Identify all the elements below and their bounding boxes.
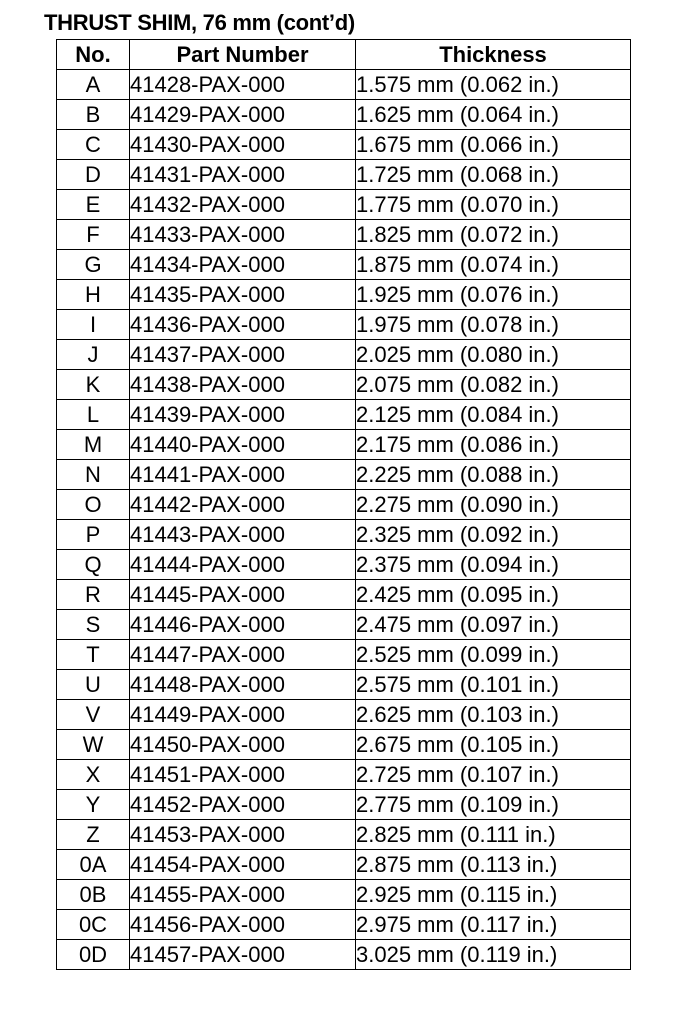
part-number-cell: 41439-PAX-000 (130, 400, 356, 430)
table-row (57, 280, 631, 310)
part-number-cell: 41445-PAX-000 (130, 580, 356, 610)
thickness-cell: 2.875 mm (0.113 in.) (356, 850, 631, 880)
row-no-cell: W (57, 730, 130, 760)
thickness-cell: 2.925 mm (0.115 in.) (356, 880, 631, 910)
thickness-cell: 2.825 mm (0.111 in.) (356, 820, 631, 850)
part-number-cell: 41455-PAX-000 (130, 880, 356, 910)
thickness-cell: 2.775 mm (0.109 in.) (356, 790, 631, 820)
row-no-cell: F (57, 220, 130, 250)
table-row (57, 160, 631, 190)
part-number-cell: 41441-PAX-000 (130, 460, 356, 490)
part-number-cell: 41446-PAX-000 (130, 610, 356, 640)
row-no-cell: B (57, 100, 130, 130)
table-row (57, 400, 631, 430)
part-number-cell: 41451-PAX-000 (130, 760, 356, 790)
row-no-cell: E (57, 190, 130, 220)
table-row (57, 820, 631, 850)
row-no-cell: 0D (57, 940, 130, 970)
thickness-cell: 2.575 mm (0.101 in.) (356, 670, 631, 700)
thickness-cell: 2.125 mm (0.084 in.) (356, 400, 631, 430)
row-no-cell: A (57, 70, 130, 100)
table-row (57, 910, 631, 940)
table-row (57, 250, 631, 280)
thickness-cell: 1.925 mm (0.076 in.) (356, 280, 631, 310)
table-row (57, 100, 631, 130)
table-row (57, 370, 631, 400)
part-number-cell: 41429-PAX-000 (130, 100, 356, 130)
table-row (57, 760, 631, 790)
table-row (57, 220, 631, 250)
thickness-cell: 2.175 mm (0.086 in.) (356, 430, 631, 460)
row-no-cell: Z (57, 820, 130, 850)
part-number-cell: 41432-PAX-000 (130, 190, 356, 220)
thickness-cell: 1.675 mm (0.066 in.) (356, 130, 631, 160)
part-number-cell: 41430-PAX-000 (130, 130, 356, 160)
table-row (57, 730, 631, 760)
part-number-cell: 41440-PAX-000 (130, 430, 356, 460)
thickness-cell: 2.675 mm (0.105 in.) (356, 730, 631, 760)
thickness-cell: 2.625 mm (0.103 in.) (356, 700, 631, 730)
part-number-cell: 41457-PAX-000 (130, 940, 356, 970)
thickness-cell: 2.525 mm (0.099 in.) (356, 640, 631, 670)
column-header-part-number: Part Number (130, 40, 356, 70)
row-no-cell: 0C (57, 910, 130, 940)
thickness-cell: 2.225 mm (0.088 in.) (356, 460, 631, 490)
part-number-cell: 41434-PAX-000 (130, 250, 356, 280)
table-row (57, 610, 631, 640)
thickness-cell: 2.375 mm (0.094 in.) (356, 550, 631, 580)
table-row (57, 310, 631, 340)
thickness-cell: 2.475 mm (0.097 in.) (356, 610, 631, 640)
row-no-cell: V (57, 700, 130, 730)
table-row (57, 190, 631, 220)
row-no-cell: R (57, 580, 130, 610)
part-number-cell: 41438-PAX-000 (130, 370, 356, 400)
table-row (57, 520, 631, 550)
row-no-cell: X (57, 760, 130, 790)
table-row (57, 790, 631, 820)
thickness-cell: 1.725 mm (0.068 in.) (356, 160, 631, 190)
table-row (57, 700, 631, 730)
part-number-cell: 41450-PAX-000 (130, 730, 356, 760)
thickness-cell: 2.975 mm (0.117 in.) (356, 910, 631, 940)
row-no-cell: U (57, 670, 130, 700)
table-row (57, 340, 631, 370)
thickness-cell: 2.425 mm (0.095 in.) (356, 580, 631, 610)
thickness-cell: 1.825 mm (0.072 in.) (356, 220, 631, 250)
table-row (57, 880, 631, 910)
row-no-cell: C (57, 130, 130, 160)
part-number-cell: 41454-PAX-000 (130, 850, 356, 880)
part-number-cell: 41428-PAX-000 (130, 70, 356, 100)
thickness-cell: 2.275 mm (0.090 in.) (356, 490, 631, 520)
part-number-cell: 41452-PAX-000 (130, 790, 356, 820)
part-number-cell: 41436-PAX-000 (130, 310, 356, 340)
part-number-cell: 41449-PAX-000 (130, 700, 356, 730)
table-row (57, 670, 631, 700)
table-row (57, 70, 631, 100)
thickness-cell: 1.875 mm (0.074 in.) (356, 250, 631, 280)
row-no-cell: M (57, 430, 130, 460)
part-number-cell: 41433-PAX-000 (130, 220, 356, 250)
row-no-cell: K (57, 370, 130, 400)
table-row (57, 940, 631, 970)
row-no-cell: O (57, 490, 130, 520)
part-number-cell: 41444-PAX-000 (130, 550, 356, 580)
thickness-cell: 1.975 mm (0.078 in.) (356, 310, 631, 340)
table-row (57, 580, 631, 610)
table-body (57, 70, 631, 970)
table-header-row (57, 40, 631, 70)
column-header-no: No. (57, 40, 130, 70)
row-no-cell: H (57, 280, 130, 310)
column-header-thickness: Thickness (356, 40, 631, 70)
row-no-cell: G (57, 250, 130, 280)
thickness-cell: 2.725 mm (0.107 in.) (356, 760, 631, 790)
table-row (57, 430, 631, 460)
thrust-shim-table (56, 39, 631, 970)
row-no-cell: 0A (57, 850, 130, 880)
table-row (57, 460, 631, 490)
thickness-cell: 3.025 mm (0.119 in.) (356, 940, 631, 970)
row-no-cell: Q (57, 550, 130, 580)
row-no-cell: 0B (57, 880, 130, 910)
table-row (57, 130, 631, 160)
row-no-cell: T (57, 640, 130, 670)
part-number-cell: 41443-PAX-000 (130, 520, 356, 550)
page-title: THRUST SHIM, 76 mm (cont’d) (44, 10, 355, 35)
part-number-cell: 41447-PAX-000 (130, 640, 356, 670)
thickness-cell: 1.625 mm (0.064 in.) (356, 100, 631, 130)
thickness-cell: 1.775 mm (0.070 in.) (356, 190, 631, 220)
thickness-cell: 2.075 mm (0.082 in.) (356, 370, 631, 400)
part-number-cell: 41453-PAX-000 (130, 820, 356, 850)
row-no-cell: S (57, 610, 130, 640)
row-no-cell: P (57, 520, 130, 550)
part-number-cell: 41437-PAX-000 (130, 340, 356, 370)
part-number-cell: 41448-PAX-000 (130, 670, 356, 700)
row-no-cell: L (57, 400, 130, 430)
part-number-cell: 41435-PAX-000 (130, 280, 356, 310)
thickness-cell: 1.575 mm (0.062 in.) (356, 70, 631, 100)
row-no-cell: D (57, 160, 130, 190)
row-no-cell: J (57, 340, 130, 370)
thickness-cell: 2.025 mm (0.080 in.) (356, 340, 631, 370)
table-row (57, 850, 631, 880)
row-no-cell: N (57, 460, 130, 490)
part-number-cell: 41431-PAX-000 (130, 160, 356, 190)
table-row (57, 490, 631, 520)
row-no-cell: I (57, 310, 130, 340)
part-number-cell: 41442-PAX-000 (130, 490, 356, 520)
table-row (57, 550, 631, 580)
table-row (57, 640, 631, 670)
part-number-cell: 41456-PAX-000 (130, 910, 356, 940)
row-no-cell: Y (57, 790, 130, 820)
thickness-cell: 2.325 mm (0.092 in.) (356, 520, 631, 550)
